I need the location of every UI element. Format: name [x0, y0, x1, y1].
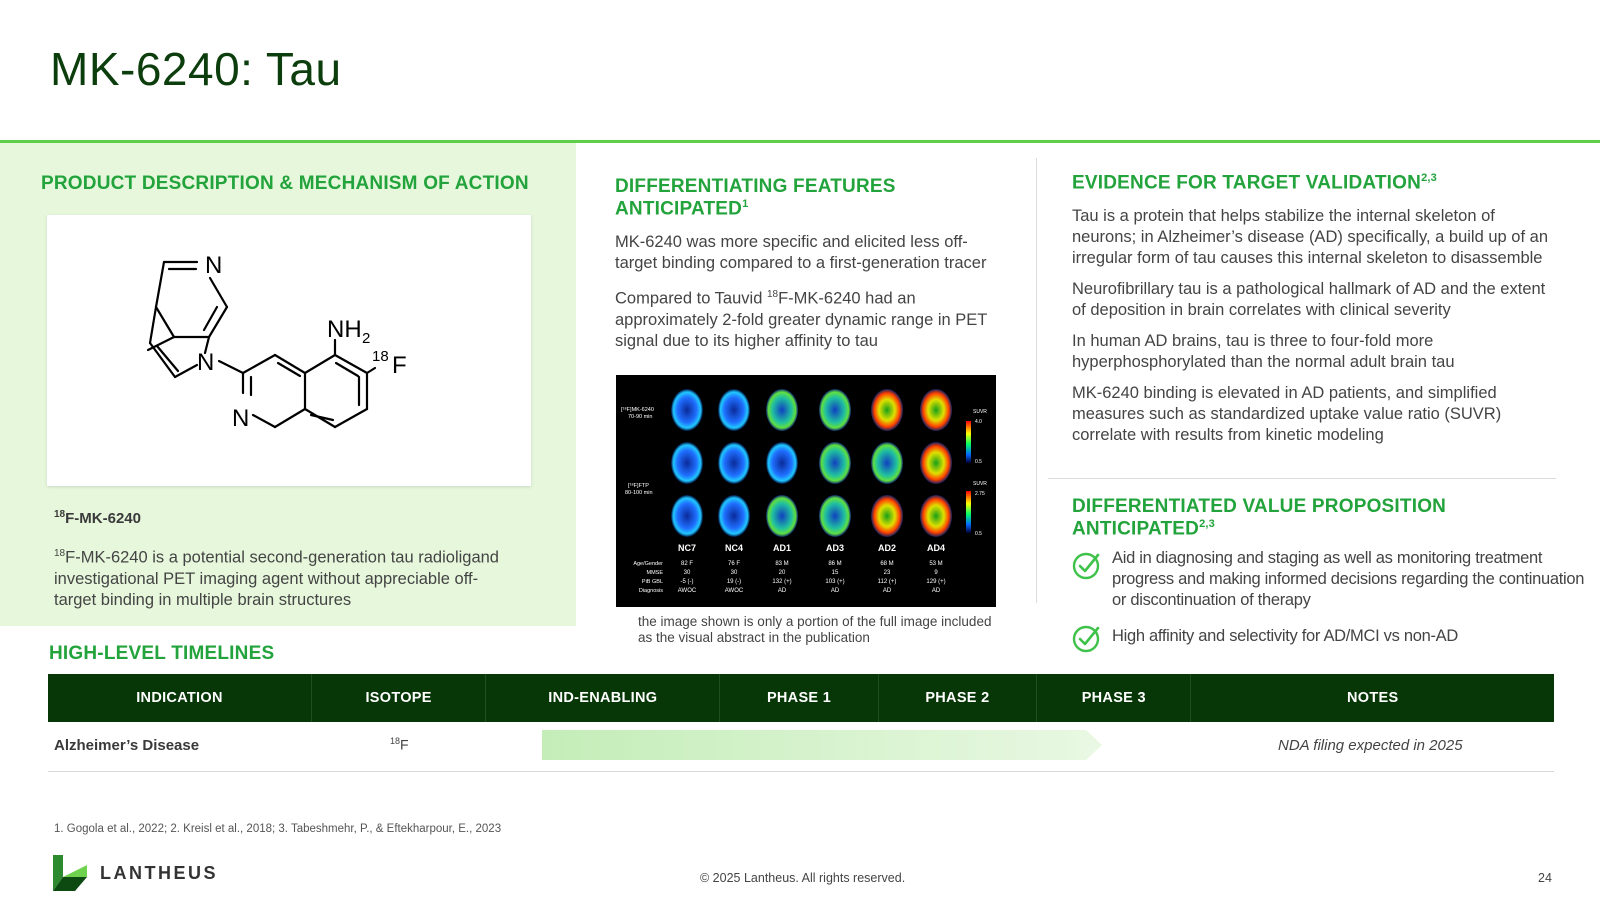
- pet-table-cell: 76 F: [727, 561, 741, 567]
- col-phase-1: PHASE 1: [720, 674, 878, 722]
- suvr-scale-bottom: [966, 491, 971, 533]
- pet-table-cell: AD: [931, 588, 941, 594]
- product-name-text: F-MK-6240: [65, 510, 141, 527]
- col-phase-2: PHASE 2: [879, 674, 1037, 722]
- pet-table-cell: 112 (+): [877, 579, 897, 585]
- pet-brain-slice: [920, 442, 952, 484]
- product-description-text: F-MK-6240 is a potential second-generation tau radioligand investigational PET imaging agent without appreciable off-target binding in multiple brain structures: [54, 548, 499, 609]
- pet-row-label-tracer-2: [¹⁸F]FTP: [628, 483, 649, 489]
- pet-brain-slice: [718, 495, 750, 537]
- notes-cell: NDA filing expected in 2025: [1278, 737, 1463, 754]
- value-prop-item-text: Aid in diagnosing and staging as well as monitoring treatment progress and making informed decisions regarding the continuation or discontinuation of therapy: [1112, 549, 1585, 610]
- col-isotope: ISOTOPE: [312, 674, 486, 722]
- pet-scan-image: [616, 375, 996, 607]
- isotope-cell: [390, 736, 409, 753]
- differentiating-heading: [615, 176, 995, 220]
- evidence-para-2: Neurofibrillary tau is a pathological hallmark of AD and the extent of deposition in brain correlates with clinical severity: [1072, 280, 1546, 320]
- suvr-min-top: 0.5: [975, 459, 982, 465]
- isotope-sup: 18: [54, 548, 66, 559]
- pet-table-cell: 23: [883, 570, 891, 576]
- pet-subject-label: AD2: [877, 543, 897, 553]
- molecule-f-isotope: 18: [372, 348, 389, 365]
- pet-row-header: MMSE: [646, 570, 663, 576]
- check-circle-icon: [1072, 623, 1102, 653]
- suvr-label-bottom: SUVR: [973, 481, 987, 487]
- pet-subject-label: NC4: [724, 543, 744, 553]
- value-prop-item-text: High affinity and selectivity for AD/MCI vs non-AD: [1112, 627, 1459, 646]
- molecule-atom-n-mid: N: [197, 349, 215, 376]
- differentiating-heading-text: DIFFERENTIATING FEATURES ANTICIPATED: [615, 176, 896, 220]
- value-prop-heading-text: DIFFERENTIATED VALUE PROPOSITION ANTICIPATED: [1072, 496, 1447, 540]
- pet-row-header: PiB GBL: [641, 579, 663, 585]
- differentiating-features: [615, 176, 995, 362]
- molecule-atom-n-top: N: [205, 252, 223, 279]
- slide-title: MK-6240: Tau: [50, 43, 342, 95]
- pet-brain-slice: [920, 495, 952, 537]
- pet-table-cell: 86 M: [828, 561, 842, 567]
- molecule-structure-box: [47, 215, 531, 486]
- molecule-atom-n-low: N: [232, 405, 250, 432]
- footnote-ref: 2,3: [1421, 172, 1437, 184]
- evidence-para-1: Tau is a protein that helps stabilize the internal skeleton of neurons; in Alzheimer’s disease (AD) specifically, a build up of an irregular form of tau causes this internal skeleton to disassemble: [1072, 207, 1548, 268]
- pet-brain-slice: [819, 442, 851, 484]
- pet-brain-slice: [766, 389, 798, 431]
- product-description: [54, 543, 514, 611]
- pet-brain-slice: [871, 495, 903, 537]
- value-prop-item: [1072, 548, 1592, 611]
- pet-table-cell: 30: [683, 570, 691, 576]
- pet-row-header: Diagnosis: [638, 588, 663, 594]
- pet-table-cell: 82 F: [680, 561, 694, 567]
- pet-row-label-window-2: 80-100 min: [625, 490, 653, 496]
- col-indication: INDICATION: [48, 674, 312, 722]
- pet-table-cell: 9: [934, 570, 938, 576]
- product-heading: PRODUCT DESCRIPTION & MECHANISM OF ACTION: [41, 173, 529, 194]
- lantheus-logo-icon: [53, 855, 87, 891]
- pet-brain-slice: [871, 442, 903, 484]
- evidence-heading-text: EVIDENCE FOR TARGET VALIDATION: [1072, 172, 1422, 194]
- pet-subject-table: [633, 543, 945, 594]
- pet-table-cell: 129 (+): [926, 579, 946, 585]
- evidence-para-4: MK-6240 binding is elevated in AD patients, and simplified measures such as standardized uptake value ratio (SUVR) correlate with results from kinetic modeling: [1072, 384, 1502, 445]
- phase-progress-bar: [542, 730, 1102, 760]
- value-prop-item: [1072, 621, 1592, 653]
- pet-brain-slice: [819, 495, 851, 537]
- molecule-structure-diagram: [47, 215, 531, 486]
- isotope-sup: 18: [766, 289, 779, 301]
- references: 1. Gogola et al., 2022; 2. Kreisl et al., 2018; 3. Tabeshmehr, P., & Eftekharpour, E., 2023: [54, 823, 502, 835]
- isotope-sup: 18: [54, 509, 66, 520]
- isotope-sup: 18: [390, 736, 401, 746]
- pet-table-cell: AD: [882, 588, 892, 594]
- pet-brain-slice: [671, 442, 703, 484]
- pet-scan-figure: [616, 375, 996, 607]
- pet-table-cell: 68 M: [880, 561, 894, 567]
- differentiating-para-1: MK-6240 was more specific and elicited less off-target binding compared to a first-generation tracer: [615, 233, 987, 273]
- indication-cell: Alzheimer’s Disease: [54, 737, 200, 754]
- pet-table-cell: 30: [730, 570, 738, 576]
- footnote-ref: 2,3: [1199, 518, 1216, 530]
- pet-brain-grid: [671, 389, 952, 537]
- evidence-para-3: In human AD brains, tau is three to four-fold more hyperphosphorylated than the normal adult brain tau: [1072, 332, 1455, 372]
- check-circle-icon: [1072, 550, 1102, 580]
- pet-subject-label: AD3: [825, 543, 845, 553]
- evidence-heading: [1072, 172, 1557, 194]
- column-divider: [1036, 158, 1037, 603]
- page-number: 24: [1538, 871, 1552, 885]
- timeline-table: [48, 674, 1554, 772]
- footnote-ref: 1: [742, 198, 749, 210]
- suvr-max-top: 4.0: [975, 419, 982, 425]
- pet-table-cell: AWOC: [677, 588, 697, 594]
- copyright: © 2025 Lantheus. All rights reserved.: [700, 871, 906, 885]
- molecule-f: F: [392, 352, 407, 379]
- para2-pre: Compared to Tauvid: [615, 289, 767, 308]
- pet-subject-label: AD4: [926, 543, 946, 553]
- timeline-header-row: [48, 674, 1554, 722]
- pet-table-cell: 103 (+): [825, 579, 845, 585]
- molecule-nh2: NH: [327, 316, 362, 343]
- suvr-min-bottom: 0.5: [975, 531, 982, 537]
- pet-row-header: Age/Gender: [633, 561, 663, 567]
- pet-table-cell: AWOC: [724, 588, 744, 594]
- pet-table-cell: 132 (+): [772, 579, 792, 585]
- pet-brain-slice: [871, 389, 903, 431]
- product-name: [54, 509, 141, 527]
- pet-subject-label: NC7: [677, 543, 697, 553]
- pet-brain-slice: [766, 442, 798, 484]
- suvr-scale-top: [966, 421, 971, 463]
- differentiating-para-2: [615, 284, 995, 352]
- table-row: [48, 722, 1554, 772]
- para2-post: F-MK-6240 had an approximately 2-fold greater dynamic range in PET signal due to its higher affinity to tau: [615, 289, 988, 350]
- pet-table-cell: AD: [777, 588, 787, 594]
- pet-table-cell: -5 (-): [680, 579, 694, 585]
- isotope-text: F: [400, 736, 409, 753]
- molecule-nh2-sub: 2: [362, 330, 371, 347]
- pet-table-cell: 83 M: [775, 561, 789, 567]
- suvr-label-top: SUVR: [973, 409, 987, 415]
- col-phase-3: PHASE 3: [1037, 674, 1191, 722]
- pet-subject-label: AD1: [772, 543, 792, 553]
- lantheus-logo-text: LANTHEUS: [100, 863, 218, 883]
- pet-brain-slice: [766, 495, 798, 537]
- pet-row-label-tracer-1: [¹⁸F]MK-6240: [621, 407, 654, 413]
- timeline-heading: HIGH-LEVEL TIMELINES: [49, 643, 275, 664]
- pet-brain-slice: [671, 389, 703, 431]
- pet-brain-slice: [718, 442, 750, 484]
- value-prop-heading: [1072, 496, 1592, 540]
- pet-table-cell: AD: [830, 588, 840, 594]
- pet-brain-slice: [671, 495, 703, 537]
- col-notes: NOTES: [1347, 690, 1399, 706]
- image-caption: the image shown is only a portion of the full image included as the visual abstract in the publication: [638, 614, 992, 645]
- col-ind-enabling: IND-ENABLING: [486, 674, 720, 722]
- pet-brain-slice: [819, 389, 851, 431]
- pet-brain-slice: [920, 389, 952, 431]
- pet-brain-slice: [718, 389, 750, 431]
- pet-row-label-window-1: 70-90 min: [628, 414, 653, 420]
- evidence-section: [1072, 172, 1557, 456]
- pet-table-cell: 20: [778, 570, 786, 576]
- pet-table-cell: 15: [831, 570, 839, 576]
- suvr-max-bottom: 2.75: [975, 491, 985, 497]
- pet-table-cell: 53 M: [929, 561, 943, 567]
- section-divider: [1048, 478, 1556, 479]
- value-proposition-section: [1072, 496, 1592, 663]
- pet-table-cell: 19 (-): [726, 579, 742, 585]
